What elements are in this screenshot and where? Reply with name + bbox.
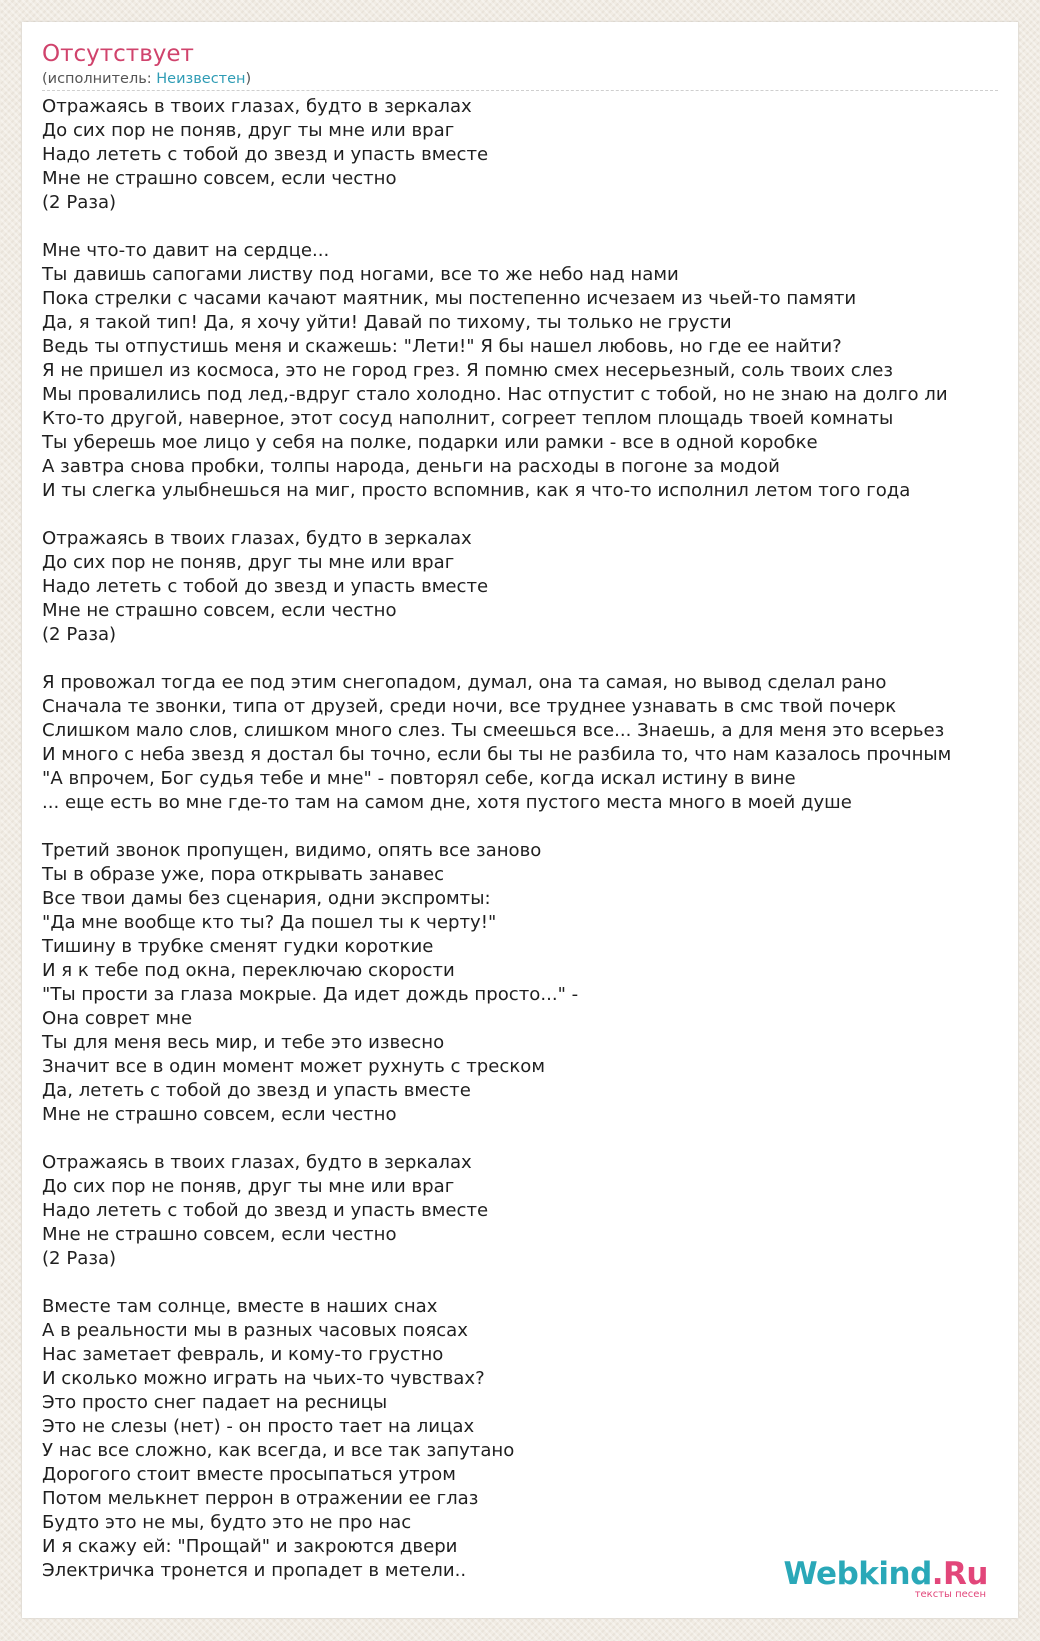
lyric-line: И я к тебе под окна, переключаю скорости bbox=[42, 960, 455, 981]
lyric-line: А завтра снова пробки, толпы народа, деньги на расходы в погоне за модой bbox=[42, 456, 780, 477]
lyric-line: Мне не страшно совсем, если честно bbox=[42, 1104, 397, 1125]
lyric-line: Да, лететь с тобой до звезд и упасть вместе bbox=[42, 1080, 471, 1101]
lyrics-card bbox=[22, 22, 1018, 1618]
lyric-line: Значит все в один момент может рухнуть с треском bbox=[42, 1056, 546, 1077]
artist-link[interactable]: Неизвестен bbox=[156, 71, 246, 87]
lyric-line: Вместе там солнце, вместе в наших снах bbox=[42, 1296, 438, 1317]
lyric-line: Отражаясь в твоих глазах, будто в зеркалах bbox=[42, 1152, 472, 1173]
lyric-line: Она соврет мне bbox=[42, 1008, 193, 1029]
stanza-break bbox=[42, 647, 1018, 671]
lyric-line: Это просто снег падает на ресницы bbox=[42, 1392, 388, 1413]
artist-prefix: (исполнитель: bbox=[42, 71, 157, 87]
artist-suffix: ) bbox=[245, 71, 252, 87]
lyric-line: Надо лететь с тобой до звезд и упасть вместе bbox=[42, 1200, 489, 1221]
lyric-line: И ты слегка улыбнешься на миг, просто вспомнив, как я что-то исполнил летом того года bbox=[42, 480, 911, 501]
lyric-line: Мне не страшно совсем, если честно bbox=[42, 600, 397, 621]
lyric-line: Мне что-то давит на сердце... bbox=[42, 240, 330, 261]
lyric-line: Нас заметает февраль, и кому-то грустно bbox=[42, 1344, 444, 1365]
lyric-line: Третий звонок пропущен, видимо, опять все заново bbox=[42, 840, 542, 861]
lyric-line: (2 Раза) bbox=[42, 1248, 117, 1269]
lyric-line: "Ты прости за глаза мокрые. Да идет дождь просто..." - bbox=[42, 984, 579, 1005]
stanza-break bbox=[42, 815, 1018, 839]
artist-line bbox=[42, 70, 251, 88]
lyric-line: Потом мелькнет перрон в отражении ее глаз bbox=[42, 1488, 479, 1509]
header-divider bbox=[42, 90, 998, 91]
lyric-line: Электричка тронется и пропадет в метели.. bbox=[42, 1560, 467, 1581]
stanza-break bbox=[42, 215, 1018, 239]
lyric-line: До сих пор не поняв, друг ты мне или враг bbox=[42, 120, 455, 141]
lyric-line: Я не пришел из космоса, это не город грез. Я помню смех несерьезный, соль твоих слез bbox=[42, 360, 894, 381]
lyric-line: И много с неба звезд я достал бы точно, если бы ты не разбила то, что нам казалось прочным bbox=[42, 744, 952, 765]
lyric-line: Я провожал тогда ее под этим снегопадом, думал, она та самая, но вывод сделал рано bbox=[42, 672, 887, 693]
lyric-line: Сначала те звонки, типа от друзей, среди ночи, все труднее узнавать в смс твой почерк bbox=[42, 696, 897, 717]
lyric-line: Надо лететь с тобой до звезд и упасть вместе bbox=[42, 144, 489, 165]
lyric-line: "Да мне вообще кто ты? Да пошел ты к черту!" bbox=[42, 912, 497, 933]
lyric-line: (2 Раза) bbox=[42, 624, 117, 645]
stanza-break bbox=[42, 1271, 1018, 1295]
lyric-line: Ты в образе уже, пора открывать занавес bbox=[42, 864, 445, 885]
lyric-line: До сих пор не поняв, друг ты мне или враг bbox=[42, 1176, 455, 1197]
lyric-line: Тишину в трубке сменят гудки короткие bbox=[42, 936, 434, 957]
lyric-line: Это не слезы (нет) - он просто тает на лицах bbox=[42, 1416, 475, 1437]
lyric-line: Мне не страшно совсем, если честно bbox=[42, 1224, 397, 1245]
lyric-line: ... еще есть во мне где-то там на самом дне, хотя пустого места много в моей душе bbox=[42, 792, 852, 813]
lyric-line: И сколько можно играть на чьих-то чувствах? bbox=[42, 1368, 485, 1389]
lyric-line: "А впрочем, Бог судья тебе и мне" - повторял себе, когда искал истину в вине bbox=[42, 768, 796, 789]
lyrics-text bbox=[42, 95, 1018, 1583]
stanza-break bbox=[42, 503, 1018, 527]
lyric-line: Мы провалились под лед,-вдруг стало холодно. Нас отпустит с тобой, но не знаю на долго ли bbox=[42, 384, 948, 405]
lyric-line: Слишком мало слов, слишком много слез. Ты смеешься все... Знаешь, а для меня это всерьез bbox=[42, 720, 945, 741]
lyric-line: И я скажу ей: "Прощай" и закроются двери bbox=[42, 1536, 458, 1557]
lyric-line: Кто-то другой, наверное, этот сосуд наполнит, согреет теплом площадь твоей комнаты bbox=[42, 408, 894, 429]
lyric-line: Ты для меня весь мир, и тебе это извесно bbox=[42, 1032, 445, 1053]
lyric-line: Все твои дамы без сценария, одни экспромты: bbox=[42, 888, 491, 909]
lyric-line: Ты давишь сапогами листву под ногами, все то же небо над нами bbox=[42, 264, 679, 285]
lyric-line: Ведь ты отпустишь меня и скажешь: "Лети!" Я бы нашел любовь, но где ее найти? bbox=[42, 336, 842, 357]
lyric-line: А в реальности мы в разных часовых поясах bbox=[42, 1320, 468, 1341]
lyric-line: Отражаясь в твоих глазах, будто в зеркалах bbox=[42, 528, 472, 549]
lyric-line: Отражаясь в твоих глазах, будто в зеркалах bbox=[42, 96, 472, 117]
lyric-line: Надо лететь с тобой до звезд и упасть вместе bbox=[42, 576, 489, 597]
song-title: Отсутствует bbox=[42, 41, 194, 67]
logo-main-text: Webkind bbox=[783, 1556, 932, 1592]
stanza-break bbox=[42, 1127, 1018, 1151]
lyric-line: Да, я такой тип! Да, я хочу уйти! Давай по тихому, ты только не грусти bbox=[42, 312, 732, 333]
logo-tld: .Ru bbox=[931, 1556, 988, 1592]
lyric-line: У нас все сложно, как всегда, и все так запутано bbox=[42, 1440, 515, 1461]
lyric-line: Ты уберешь мое лицо у себя на полке, подарки или рамки - все в одной коробке bbox=[42, 432, 818, 453]
webkind-logo[interactable] bbox=[783, 1557, 988, 1600]
logo-wordmark bbox=[783, 1557, 988, 1591]
lyric-line: Мне не страшно совсем, если честно bbox=[42, 168, 397, 189]
lyric-line: Дорогого стоит вместе просыпаться утром bbox=[42, 1464, 456, 1485]
logo-tagline: тексты песен bbox=[914, 1589, 986, 1600]
lyric-line: (2 Раза) bbox=[42, 192, 117, 213]
lyric-line: Пока стрелки с часами качают маятник, мы постепенно исчезаем из чьей-то памяти bbox=[42, 288, 857, 309]
lyric-line: До сих пор не поняв, друг ты мне или враг bbox=[42, 552, 455, 573]
lyric-line: Будто это не мы, будто это не про нас bbox=[42, 1512, 412, 1533]
